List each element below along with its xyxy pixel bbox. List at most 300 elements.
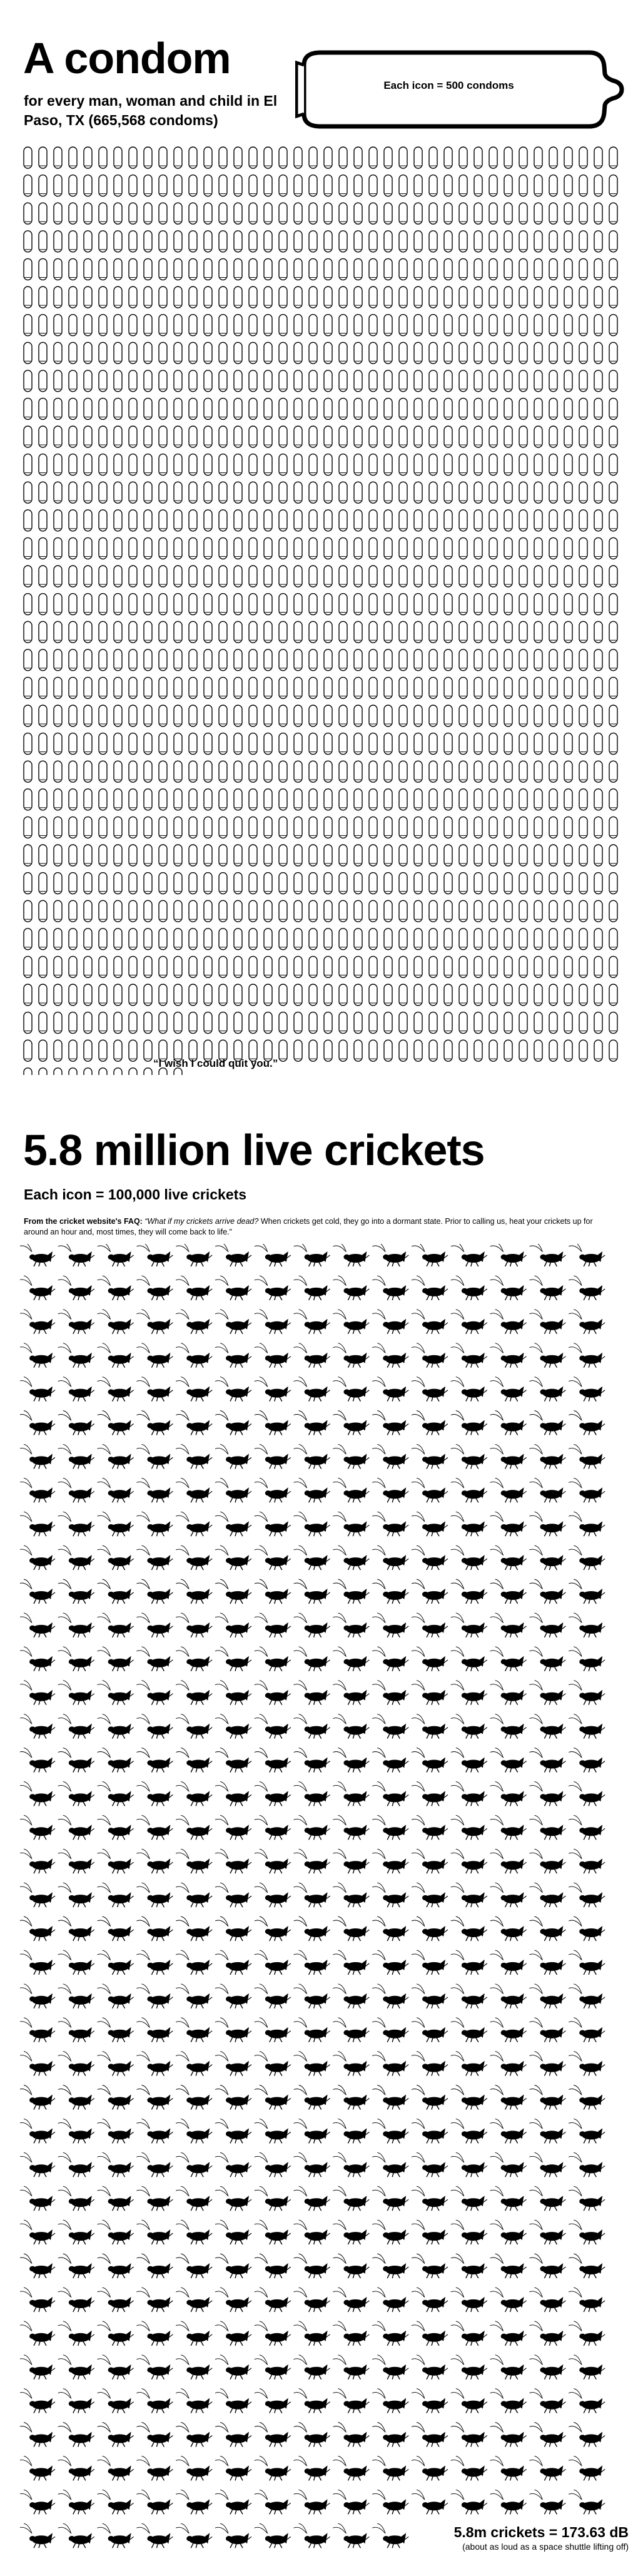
condom-icon [69, 258, 77, 280]
cricket-icon [569, 1984, 605, 2008]
condom-icon [444, 342, 452, 364]
cricket-icon [20, 1849, 55, 1873]
cricket-icon [412, 2423, 448, 2447]
cricket-icon [569, 1276, 605, 1300]
condom-icon [324, 510, 332, 531]
cricket-icon [569, 1917, 605, 1941]
condom-icon [69, 454, 77, 476]
condom-icon [594, 789, 602, 810]
condom-icon [174, 1012, 182, 1034]
condom-icon [279, 705, 287, 726]
condom-icon [159, 398, 167, 419]
cricket-icon [294, 2119, 330, 2143]
condom-icon [579, 175, 587, 196]
condom-icon [474, 482, 482, 503]
condom-icon [549, 370, 557, 392]
condom-icon [84, 147, 92, 168]
condom-icon [459, 287, 467, 308]
cricket-icon [98, 1579, 134, 1604]
cricket-icon [98, 1444, 134, 1469]
condom-icon [429, 454, 437, 476]
condom-icon [459, 315, 467, 336]
cricket-icon [294, 2288, 330, 2312]
condom-icon [129, 873, 137, 894]
cricket-icon [490, 1276, 527, 1300]
condom-icon [369, 761, 377, 782]
cricket-icon [20, 2355, 55, 2380]
condom-icon [609, 789, 617, 810]
cricket-icon [372, 1444, 408, 1469]
cricket-icon [412, 2085, 448, 2110]
cricket-icon [58, 2423, 94, 2447]
condom-icon [564, 510, 572, 531]
condom-icon [69, 537, 77, 559]
condom-icon [609, 482, 617, 503]
condom-icon [339, 398, 347, 419]
condom-icon [459, 873, 467, 894]
condom-icon [249, 733, 257, 755]
cricket-icon [372, 1815, 408, 1840]
condom-icon [24, 984, 32, 1005]
condom-icon [159, 537, 167, 559]
cricket-icon [333, 2254, 369, 2278]
condom-icon [549, 315, 557, 336]
condom-icon [69, 845, 77, 866]
condom-icon [159, 621, 167, 643]
condom-icon [249, 258, 257, 280]
condom-icon [84, 594, 92, 615]
condom-icon [39, 231, 47, 252]
cricket-icon [490, 1714, 527, 1739]
condom-icon [609, 845, 617, 866]
condom-icon [144, 789, 152, 810]
condom-icon [54, 817, 62, 838]
condom-icon [594, 315, 602, 336]
condom-icon [444, 649, 452, 671]
condom-icon [309, 287, 317, 308]
condom-icon [549, 956, 557, 977]
condom-icon [249, 817, 257, 838]
cricket-icon [333, 2018, 369, 2042]
condom-icon [354, 873, 362, 894]
condom-icon [144, 258, 152, 280]
condom-icon [414, 900, 422, 922]
condom-icon [294, 677, 302, 698]
condom-icon [474, 705, 482, 726]
condom-icon [444, 789, 452, 810]
condom-icon [264, 873, 272, 894]
condom-icon [174, 482, 182, 503]
condom-icon [519, 817, 527, 838]
cricket-icon [451, 2254, 487, 2278]
condom-icon [459, 203, 467, 224]
condom-icon [174, 203, 182, 224]
cricket-icon [58, 1478, 94, 1502]
condom-icon [609, 984, 617, 1005]
condom-icon [444, 147, 452, 168]
condom-icon [174, 677, 182, 698]
condom-icon [24, 1012, 32, 1034]
cricket-icon [255, 2355, 291, 2380]
cricket-icon [529, 1244, 565, 1266]
condom-icon [84, 342, 92, 364]
condom-icon [504, 705, 512, 726]
cricket-icon [372, 2523, 408, 2548]
condom-icon [369, 203, 377, 224]
condom-icon [129, 510, 137, 531]
cricket-icon [372, 2254, 408, 2278]
condom-icon [339, 454, 347, 476]
cricket-icon [255, 1613, 291, 1637]
condom-icon [534, 147, 542, 168]
condom-icon [279, 956, 287, 977]
cricket-icon [98, 2456, 134, 2480]
condom-icon [579, 537, 587, 559]
condom-icon [609, 733, 617, 755]
cricket-icon [529, 1444, 565, 1469]
cricket-icon [176, 2018, 212, 2042]
condom-icon [159, 370, 167, 392]
cricket-icon [215, 2052, 251, 2076]
cricket-icon [215, 1883, 251, 1907]
condom-icon [99, 231, 107, 252]
condom-icon [339, 845, 347, 866]
cricket-icon [215, 2321, 251, 2346]
condom-icon [354, 426, 362, 447]
condom-icon [519, 566, 527, 587]
condom-icon [114, 649, 122, 671]
condom-icon [579, 398, 587, 419]
condom-icon [234, 147, 242, 168]
condom-icon [279, 761, 287, 782]
condom-icon [39, 1040, 47, 1061]
condom-icon [129, 677, 137, 698]
condom-icon [549, 733, 557, 755]
condom-icon [279, 984, 287, 1005]
condom-icon [84, 566, 92, 587]
cricket-icon [255, 1781, 291, 1806]
condom-icon [129, 929, 137, 950]
cricket-icon [136, 1883, 173, 1907]
cricket-icon [372, 2220, 408, 2244]
condom-icon [279, 733, 287, 755]
condom-icon [69, 1040, 77, 1061]
cricket-icon [58, 1377, 94, 1402]
cricket-icon [372, 1681, 408, 1705]
condom-icon [144, 1012, 152, 1034]
condom-icon [339, 594, 347, 615]
cricket-icon [490, 2423, 527, 2447]
condom-icon [369, 594, 377, 615]
condom-icon [474, 147, 482, 168]
cricket-icon [529, 2018, 565, 2042]
cricket-icon [490, 1748, 527, 1773]
condom-icon [39, 315, 47, 336]
condom-icon [354, 342, 362, 364]
condom-icon [159, 705, 167, 726]
condom-icon [249, 175, 257, 196]
condom-icon [474, 733, 482, 755]
condom-icon [369, 342, 377, 364]
condom-icon [384, 398, 392, 419]
condom-icon [549, 510, 557, 531]
condom-icon [384, 287, 392, 308]
cricket-icon [412, 1917, 448, 1941]
cricket-icon [255, 1748, 291, 1773]
condom-icon [219, 426, 227, 447]
condom-icon [579, 258, 587, 280]
condom-icon [309, 454, 317, 476]
condom-icon [99, 705, 107, 726]
condom-icon [309, 315, 317, 336]
cricket-icon [176, 2423, 212, 2447]
condom-icon [444, 621, 452, 643]
condom-icon [39, 705, 47, 726]
condom-icon [444, 594, 452, 615]
condom-icon [234, 873, 242, 894]
condom-icon [549, 566, 557, 587]
condom-icon [579, 956, 587, 977]
condom-icon [129, 287, 137, 308]
cricket-icon [20, 1512, 55, 1536]
cricket-icon [490, 2018, 527, 2042]
condom-icon [264, 203, 272, 224]
cricket-icon [333, 1377, 369, 1402]
cricket-icon [372, 2355, 408, 2380]
condom-icon [294, 175, 302, 196]
condom-icon [99, 929, 107, 950]
cricket-icon [451, 2119, 487, 2143]
cricket-icon [412, 2355, 448, 2380]
condom-icon [144, 287, 152, 308]
cricket-icon [255, 2389, 291, 2413]
condom-icon [324, 1012, 332, 1034]
cricket-icon [490, 2052, 527, 2076]
cricket-icon [412, 1512, 448, 1536]
cricket-icon [136, 1310, 173, 1334]
condom-icon [609, 258, 617, 280]
cricket-icon [136, 2085, 173, 2110]
condom-icon [429, 426, 437, 447]
condom-icon [204, 342, 212, 364]
condom-icon [219, 203, 227, 224]
cricket-icon [294, 2456, 330, 2480]
condom-icon [474, 315, 482, 336]
cricket-icon [176, 1545, 212, 1570]
condom-icon [429, 817, 437, 838]
condom-icon [609, 231, 617, 252]
condom-icon [39, 649, 47, 671]
condom-icon [489, 845, 497, 866]
condom-icon [609, 203, 617, 224]
cricket-icon [136, 1579, 173, 1604]
condom-icon [444, 203, 452, 224]
cricket-icon [136, 1647, 173, 1671]
condom-icon [129, 649, 137, 671]
condom-icon [114, 1040, 122, 1061]
condom-icon [324, 677, 332, 698]
condom-icon [459, 426, 467, 447]
condom-icon [564, 203, 572, 224]
condom-icon [339, 873, 347, 894]
condom-icon [159, 956, 167, 977]
condom-icon [354, 594, 362, 615]
cricket-icon [20, 2018, 55, 2042]
condom-icon [474, 621, 482, 643]
condom-icon [354, 258, 362, 280]
condom-icon [579, 845, 587, 866]
cricket-icon [372, 1781, 408, 1806]
cricket-icon [490, 1411, 527, 1435]
condom-icon [534, 984, 542, 1005]
condom-icon [459, 370, 467, 392]
cricket-icon [98, 1849, 134, 1873]
cricket-icon [569, 1681, 605, 1705]
cricket-icon [58, 1579, 94, 1604]
condom-icon [114, 566, 122, 587]
condom-icon [99, 594, 107, 615]
condom-icon [144, 482, 152, 503]
condom-icon [309, 231, 317, 252]
condom-icon [579, 621, 587, 643]
condom-icon [369, 175, 377, 196]
cricket-icon [58, 2355, 94, 2380]
condom-icon [534, 956, 542, 977]
cricket-icon [412, 1883, 448, 1907]
cricket-icon [451, 2052, 487, 2076]
condom-icon [249, 845, 257, 866]
condom-icon [444, 984, 452, 1005]
condom-icon [159, 789, 167, 810]
cricket-icon [451, 2389, 487, 2413]
cricket-icon [20, 1377, 55, 1402]
cricket-icon [529, 1849, 565, 1873]
condom-icon [384, 510, 392, 531]
condom-icon [489, 733, 497, 755]
cricket-icon [255, 1276, 291, 1300]
condom-icon [39, 984, 47, 1005]
condom-icon [429, 956, 437, 977]
condom-icon [99, 621, 107, 643]
condom-icon [414, 426, 422, 447]
condom-icon [609, 900, 617, 922]
cricket-icon [176, 2085, 212, 2110]
cricket-icon [215, 2355, 251, 2380]
condom-icon [219, 175, 227, 196]
condom-icon [144, 900, 152, 922]
cricket-icon [136, 2254, 173, 2278]
cricket-icon [294, 2085, 330, 2110]
condom-icon [189, 789, 197, 810]
cricket-icon [215, 2220, 251, 2244]
cricket-icon [333, 2423, 369, 2447]
condom-icon [84, 1068, 92, 1075]
condom-icon [204, 315, 212, 336]
condom-icon [399, 342, 407, 364]
condom-icon [399, 845, 407, 866]
condom-icon [549, 1012, 557, 1034]
condom-icon [384, 677, 392, 698]
cricket-icon [333, 2523, 369, 2548]
condom-icon [324, 705, 332, 726]
condom-icon [609, 510, 617, 531]
condom-icon [219, 398, 227, 419]
cricket-icon [20, 1276, 55, 1300]
condom-icon [204, 175, 212, 196]
cricket-icon [58, 2186, 94, 2211]
condom-icon [399, 621, 407, 643]
cricket-icon [333, 1681, 369, 1705]
condom-icon [549, 900, 557, 922]
condom-icon [234, 621, 242, 643]
cricket-icon [412, 2254, 448, 2278]
faq-question: “What if my crickets arrive dead? [144, 1217, 259, 1226]
cricket-icon [529, 1781, 565, 1806]
condom-icon [174, 761, 182, 782]
condom-icon [474, 510, 482, 531]
condom-icon [564, 594, 572, 615]
condom-icon [474, 594, 482, 615]
condom-icon [264, 845, 272, 866]
condom-icon [114, 426, 122, 447]
condom-icon [444, 537, 452, 559]
cricket-icon [255, 2490, 291, 2514]
condom-icon [114, 594, 122, 615]
condom-icon [84, 231, 92, 252]
condom-icon [309, 621, 317, 643]
condom-icon [384, 1040, 392, 1061]
condom-icon [549, 677, 557, 698]
condom-icon [189, 342, 197, 364]
cricket-icon [490, 2152, 527, 2177]
cricket-icon [136, 1748, 173, 1773]
condom-icon [294, 873, 302, 894]
condom-chart-title: A condom [23, 34, 231, 83]
cricket-icon [215, 1681, 251, 1705]
condom-icon [384, 1012, 392, 1034]
cricket-icon [215, 1714, 251, 1739]
condom-icon [219, 315, 227, 336]
cricket-icon [136, 1815, 173, 1840]
condom-icon [489, 370, 497, 392]
condom-icon [504, 956, 512, 977]
cricket-pictograph [20, 1244, 624, 2555]
cricket-icon [451, 1748, 487, 1773]
condom-icon [204, 398, 212, 419]
cricket-icon [58, 1849, 94, 1873]
condom-icon [504, 537, 512, 559]
condom-icon [519, 1012, 527, 1034]
condom-icon [189, 231, 197, 252]
cricket-icon [294, 1545, 330, 1570]
condom-icon [474, 342, 482, 364]
condom-icon [129, 482, 137, 503]
condom-icon [174, 370, 182, 392]
condom-icon [384, 203, 392, 224]
condom-icon [174, 733, 182, 755]
condom-icon [99, 1040, 107, 1061]
condom-icon [174, 510, 182, 531]
cricket-icon [294, 1781, 330, 1806]
condom-icon [249, 147, 257, 168]
condom-icon [204, 733, 212, 755]
condom-icon [579, 315, 587, 336]
condom-icon [384, 984, 392, 1005]
condom-icon [219, 733, 227, 755]
cricket-icon [176, 2288, 212, 2312]
cricket-icon [451, 1244, 487, 1266]
condom-icon [489, 1012, 497, 1034]
